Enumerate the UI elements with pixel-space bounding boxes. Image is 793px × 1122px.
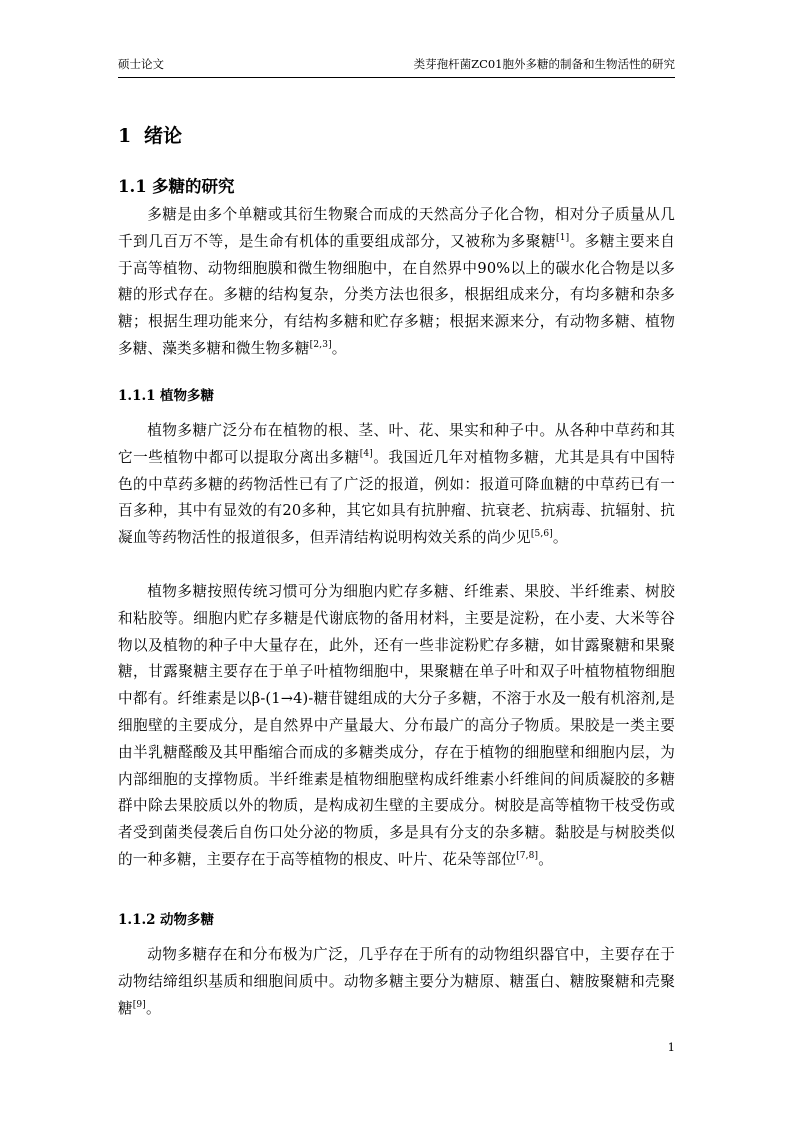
subsection-number: 1.1.2 [118, 912, 156, 928]
header-left-text: 硕士论文 [118, 57, 164, 71]
text-run: 。 [145, 999, 161, 1017]
subsection-heading-plant [118, 386, 214, 406]
citation: [5,6] [530, 529, 553, 540]
page-number: 1 [667, 1040, 675, 1054]
subsection-number: 1.1.1 [118, 388, 156, 404]
plant-paragraph-1 [118, 418, 675, 552]
citation: [1] [556, 232, 570, 243]
text-run: 。我国近几年对植物多糖，尤其是具有中国特色的中草药多糖的药物活性已有了广泛的报道，例如：报道可降血糖的中草药已有一百多种，其中有显效的有20多种，其它如具有抗肿瘤、抗衰老、抗病毒、抗辐射、抗凝血等药物活性的报道很多，但弄清结构说明构效关系的尚少见 [118, 448, 675, 547]
text-run: 。 [331, 339, 347, 357]
citation: [4] [359, 448, 373, 459]
text-run: 植物多糖广泛分布在植物的根、茎、叶、花、果实和种子中。从各种中草药和其它一些植物中都可以提取分离出多糖 [118, 422, 675, 466]
text-run: 多糖是由多个单糖或其衍生物聚合而成的天然高分子化合物，相对分子质量从几千到几百万不等，是生命有机体的重要组成部分，又被称为多聚糖 [118, 206, 675, 250]
text-run: 动物多糖存在和分布极为广泛，几乎存在于所有的动物组织器官中，主要存在于动物结缔组织基质和细胞间质中。动物多糖主要分为糖原、糖蛋白、糖胺聚糖和壳聚糖 [118, 946, 675, 1017]
chapter-number: 1 [118, 125, 132, 147]
text-run: 植物多糖按照传统习惯可分为细胞内贮存多糖、纤维素、果胶、半纤维素、树胶和粘胶等。细胞内贮存多糖是代谢底物的备用材料，主要是淀粉，在小麦、大米等谷物以及植物的种子中大量存在，此外，还有一些非淀粉贮存多糖，如甘露聚糖和果聚糖，甘露聚糖主要存在于单子叶植物细胞中，果聚糖在单子叶和双子叶植物植物细胞中都有。纤维素是以β-(1→4)-糖苷键组成的大分子多糖，不溶于水及一般有机溶剂,是细胞壁的主要成分，是自然界中产量最大、分布最广的高分子物质。果胶是一类主要由半乳糖醛酸及其甲酯缩合而成的多糖类成分，存在于植物的细胞壁和细胞内层，为内部细胞的支撑物质。半纤维素是植物细胞壁构成纤维素小纤维间的间质凝胶的多糖群中除去果胶质以外的物质，是构成初生壁的主要成分。树胶是高等植物干枝受伤或者受到菌类侵袭后自伤口处分泌的物质，多是具有分支的杂多糖。黏胶是与树胶类似的一种多糖，主要存在于高等植物的根皮、叶片、花朵等部位 [118, 583, 675, 868]
chapter-title: 绪论 [144, 125, 183, 147]
section-heading [118, 175, 235, 199]
intro-paragraph [118, 202, 675, 363]
subsection-title: 动物多糖 [160, 912, 214, 928]
text-run: 。 [538, 850, 553, 868]
header-divider [118, 77, 675, 78]
running-header [118, 54, 675, 74]
animal-paragraph [118, 942, 675, 1022]
text-run: 。 [552, 529, 568, 547]
subsection-title: 植物多糖 [160, 388, 214, 404]
plant-paragraph-2 [118, 579, 675, 874]
section-title: 多糖的研究 [152, 177, 235, 196]
citation: [9] [132, 999, 146, 1010]
citation: [7,8] [516, 851, 539, 862]
chapter-heading [118, 123, 182, 149]
citation: [2,3] [309, 340, 332, 351]
section-number: 1.1 [118, 177, 147, 196]
text-run: 。多糖主要来自于高等植物、动物细胞膜和微生物细胞中，在自然界中90%以上的碳水化合物是以多糖的形式存在。多糖的结构复杂，分类方法也很多，根据组成来分，有均多糖和杂多糖；根据生理功能来分，有结构多糖和贮存多糖；根据来源来分，有动物多糖、植物多糖、藻类多糖和微生物多糖 [118, 232, 675, 357]
header-right-text: 类芽孢杆菌ZC01胞外多糖的制备和生物活性的研究 [413, 57, 675, 71]
subsection-heading-animal [118, 910, 214, 930]
